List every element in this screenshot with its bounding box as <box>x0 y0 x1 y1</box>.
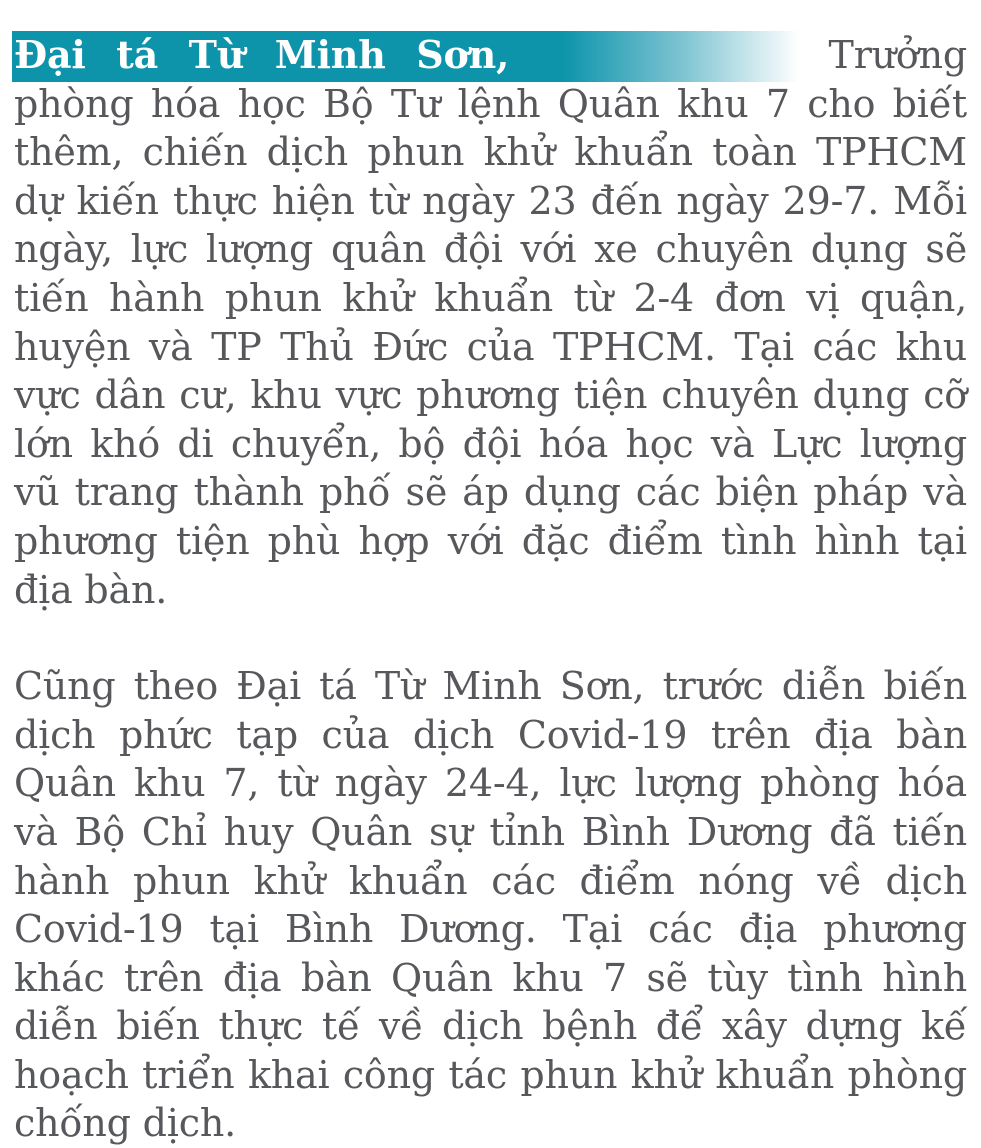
paragraph-2: Cũng theo Đại tá Từ Minh Sơn, trước diễn biến dịch phức tạp của dịch Covid-19 trên địa bàn Quân khu 7, từ ngày 24-4, lực lượng phòng hóa và Bộ Chỉ huy Quân sự tỉnh Bình Dương đã tiến hành phun khử khuẩn các điểm nóng về dịch Covid-19 tại Bình Dương. Tại các địa phương khác trên địa bàn Quân khu 7 sẽ tùy tình hình diễn biến thực tế về dịch bệnh để xây dựng kế hoạch triển khai công tác phun khử khuẩn phòng chống dịch. <box>14 664 967 1146</box>
paragraph-1-text: Trưởng phòng hóa học Bộ Tư lệnh Quân khu 7 cho biết thêm, chiến dịch phun khử khuẩn toàn TPHCM dự kiến thực hiện từ ngày 23 đến ngày 29-7. Mỗi ngày, lực lượng quân đội với xe chuyên dụng sẽ tiến hành phun khử khuẩn từ 2-4 đơn vị quận, huyện và TP Thủ Đức của TPHCM. Tại các khu vực dân cư, khu vực phương tiện chuyên dụng cỡ lớn khó di chuyển, bộ đội hóa học và Lực lượng vũ trang thành phố sẽ áp dụng các biện pháp và phương tiện phù hợp với đặc điểm tình hình tại địa bàn. <box>14 33 968 612</box>
paragraph-1 <box>14 31 967 614</box>
lead-highlight: Đại tá Từ Minh Sơn, <box>12 31 799 82</box>
